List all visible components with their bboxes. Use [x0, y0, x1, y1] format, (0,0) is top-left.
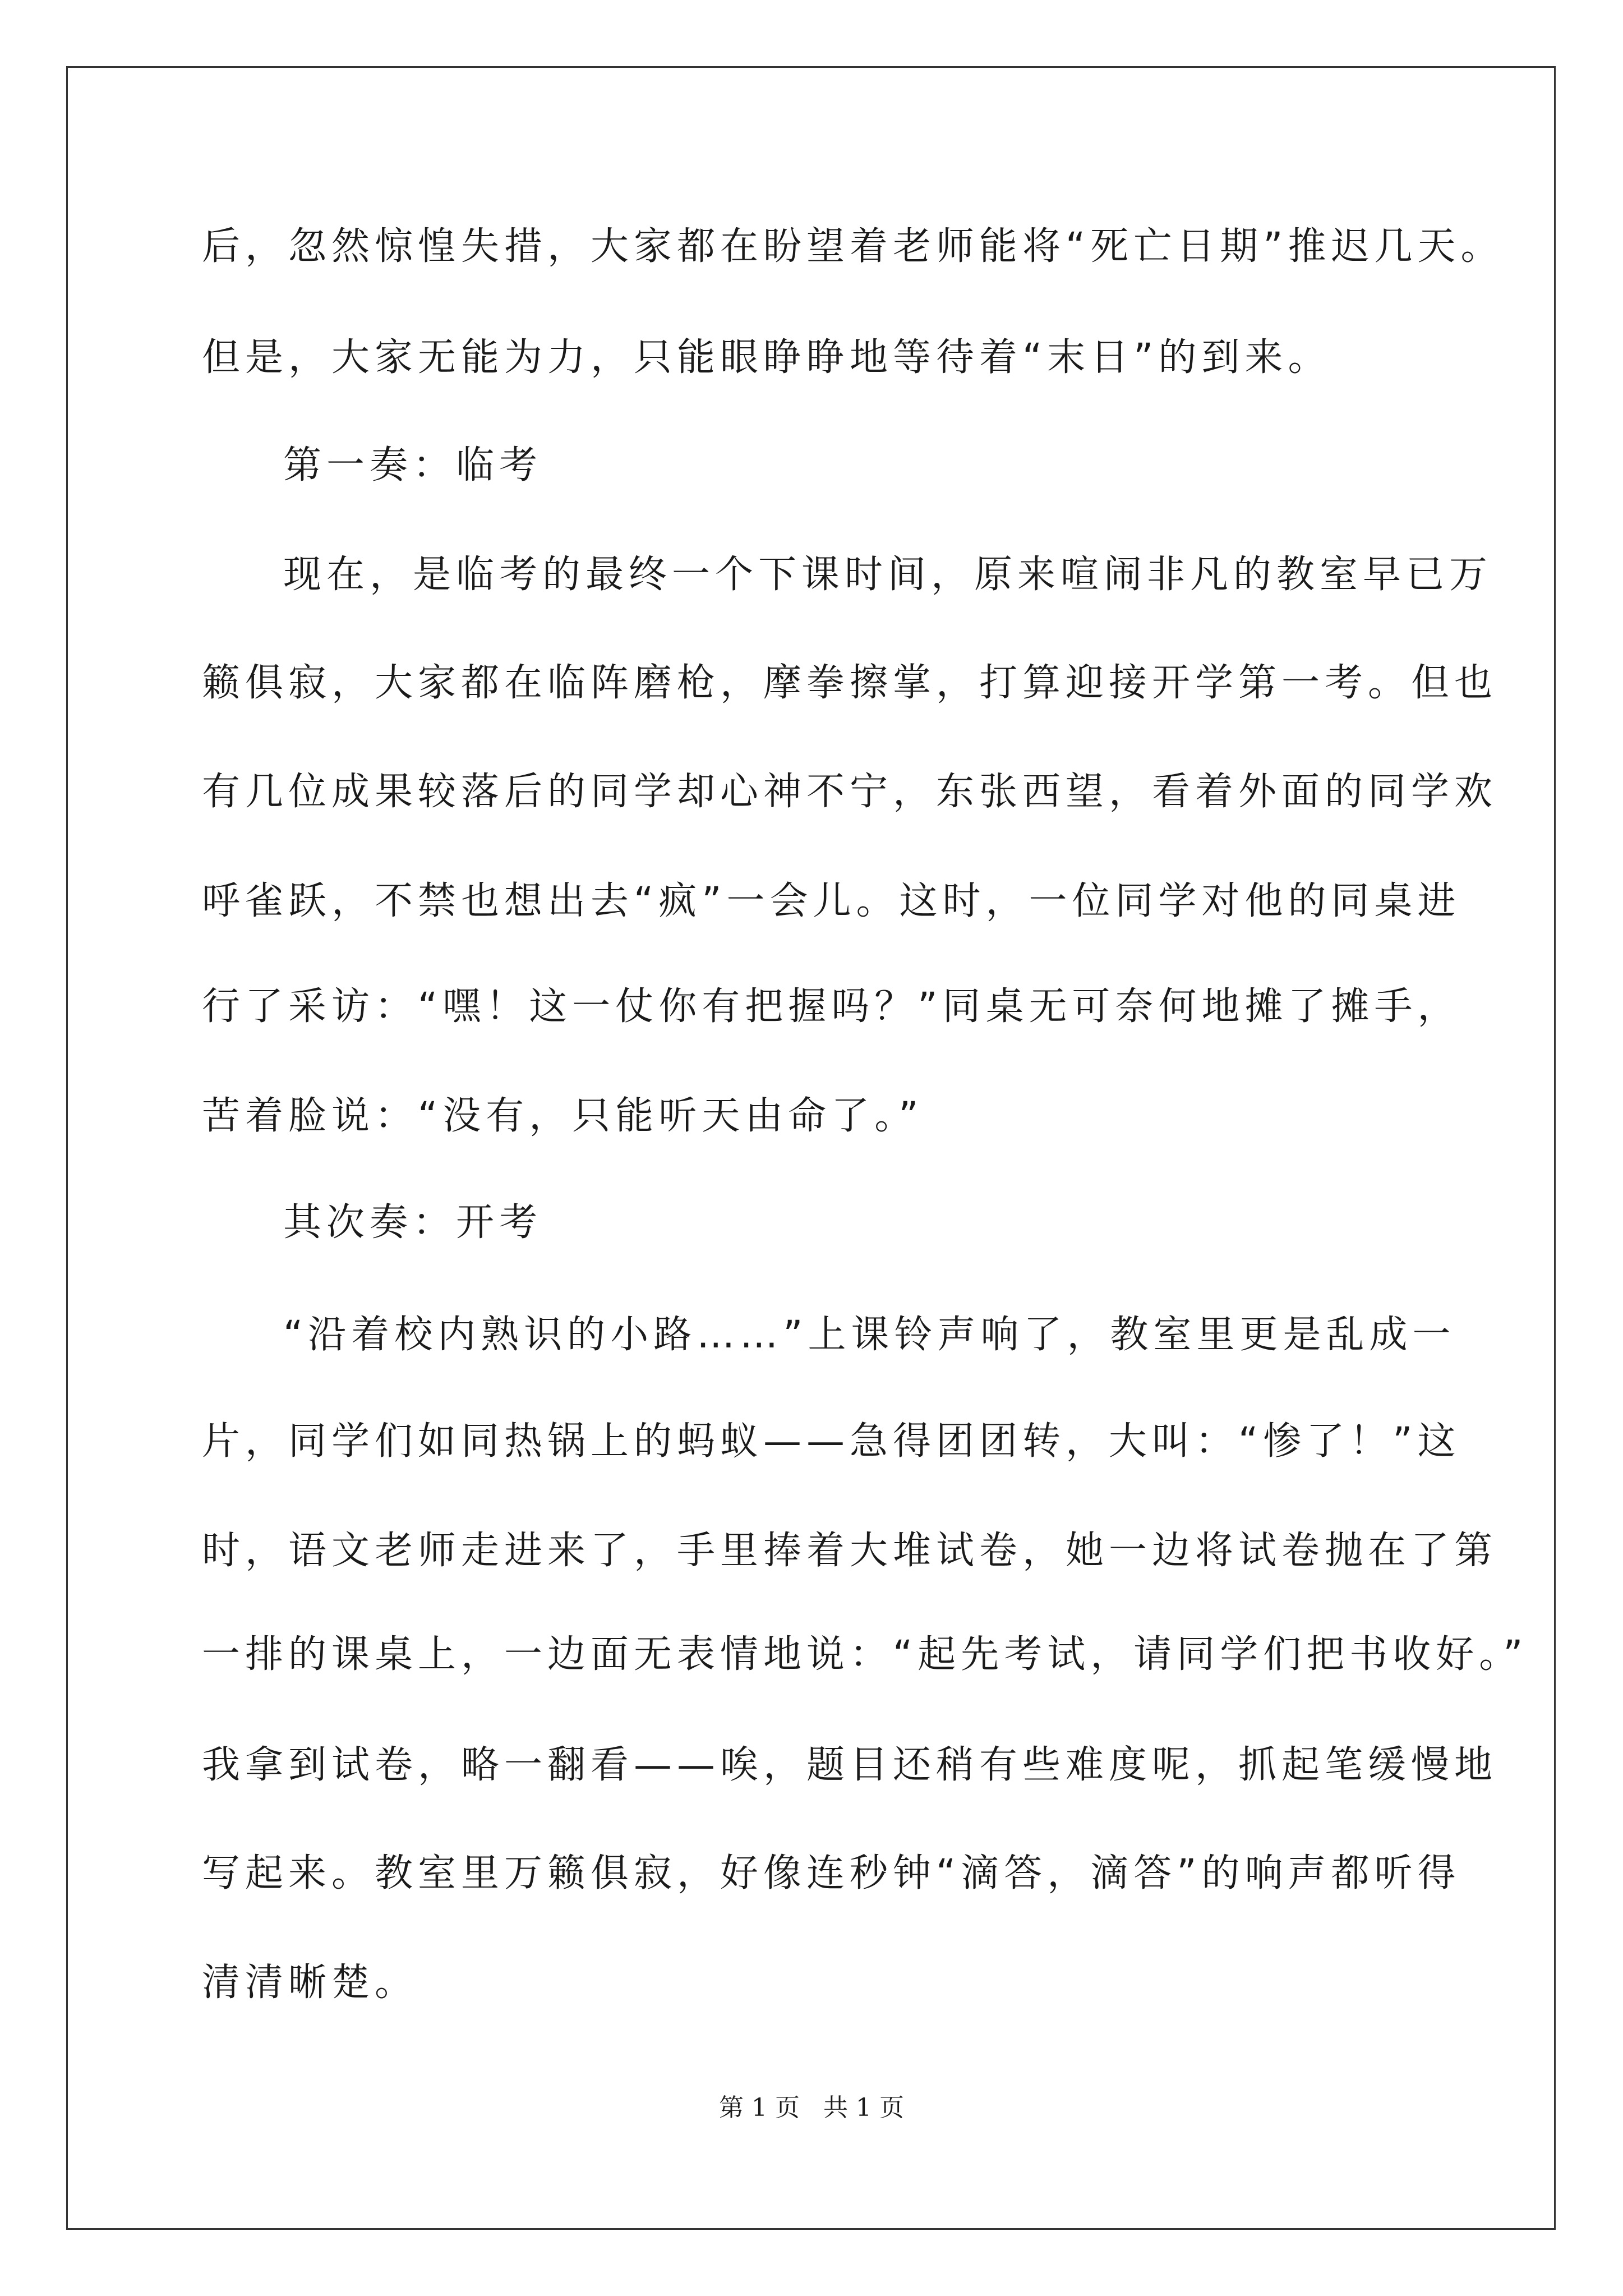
section-heading: 其次奏：开考: [283, 1200, 543, 1245]
page-footer: [0, 2092, 1623, 2124]
page-number: 第 1 页: [719, 2093, 800, 2122]
text-line: 我拿到试卷，略一翻看——唉，题目还稍有些难度呢，抓起笔缓慢地: [202, 1743, 1498, 1787]
text-line: 一排的课桌上，一边面无表情地说：“起先考试，请同学们把书收好。”: [202, 1632, 1528, 1677]
text-line: 行了采访：“嘿！这一仗你有把握吗？”同桌无可奈何地摊了摊手，: [202, 984, 1461, 1029]
text-line: “沿着校内熟识的小路……”上课铃声响了，教室里更是乱成一: [283, 1313, 1456, 1357]
text-line: 后，忽然惊惶失措，大家都在盼望着老师能将“死亡日期”推迟几天。: [202, 224, 1504, 269]
text-line: 但是，大家无能为力，只能眼睁睁地等待着“末日”的到来。: [202, 335, 1331, 380]
text-line: 有几位成果较落后的同学却心神不宁，东张西望，看着外面的同学欢: [202, 770, 1498, 814]
text-line: 呼雀跃，不禁也想出去“疯”一会儿。这时，一位同学对他的同桌进: [202, 879, 1461, 923]
page-border: [66, 66, 1556, 2230]
text-line: 清清晰楚。: [202, 1961, 418, 2005]
text-line: 片，同学们如同热锅上的蚂蚁——急得团团转，大叫：“惨了！”这: [202, 1419, 1461, 1464]
text-line: 籁俱寂，大家都在临阵磨枪，摩拳擦掌，打算迎接开学第一考。但也: [202, 661, 1498, 705]
text-line: 时，语文老师走进来了，手里捧着大堆试卷，她一边将试卷抛在了第: [202, 1529, 1498, 1573]
text-line: 现在，是临考的最终一个下课时间，原来喧闹非凡的教室早已万: [283, 553, 1493, 597]
page-total: 共 1 页: [823, 2093, 904, 2122]
text-line: 写起来。教室里万籁俱寂，好像连秒钟“滴答，滴答”的响声都听得: [202, 1851, 1461, 1895]
section-heading: 第一奏：临考: [283, 443, 543, 487]
text-line: 苦着脸说：“没有，只能听天由命了。”: [202, 1094, 924, 1138]
